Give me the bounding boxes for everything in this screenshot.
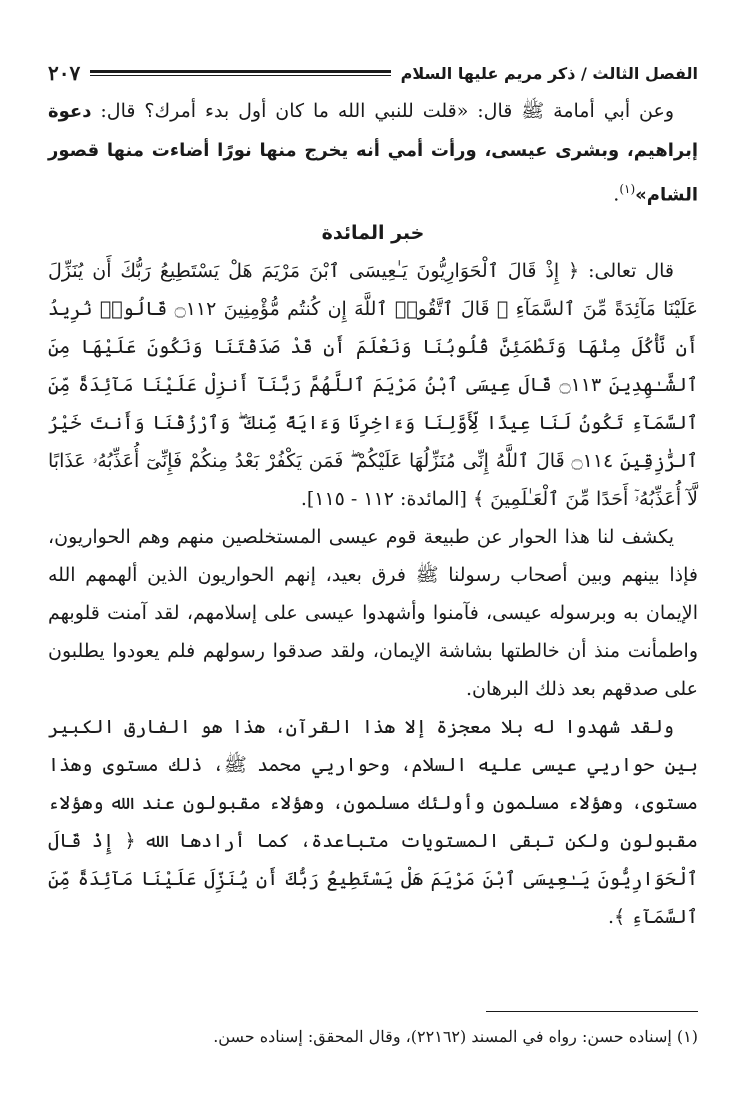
footnote-separator [486,1011,698,1012]
chapter-title: الفصل الثالث / ذكر مريم عليها السلام [400,63,698,83]
book-page [48,0,698,1097]
page-number: ٢٠٧ [48,61,81,85]
page-header [48,58,698,88]
intro-bold-quote: دعوة إبراهيم، وبشرى عيسى، ورأت أمي أنه يخرج منها نورًا أضاءت منها قصور الشام» [48,101,698,206]
paragraph-2-lead: ولقد شهدوا له بلا معجزة إلا هذا القرآن، هذا هو الفارق الكبير بين حواريي عيسى عليه السلام، وحواريي محمد ﷺ، ذلك مستوى وهذا مستوى، وهؤلاء مسلمون وأولئك مسلمون، وهؤلاء مقبولون عند الله وهؤلاء مقبولون ولكن تبقى المستويات متباعدة، كما أرادها الله [48,716,698,853]
quran-verses: ﴿ إِذْ قَالَ ٱلْحَوَارِيُّونَ يَـٰعِيسَى ٱبْنَ مَرْيَمَ هَلْ يَسْتَطِيعُ رَبُّكَ أَن يُنَزِّلَ عَلَيْنَا مَآئِدَةً مِّنَ ٱلسَّمَآءِ ۖ قَالَ ٱتَّقُوا۟ ٱللَّهَ إِن كُنتُم مُّؤْمِنِينَ ۝١١٢ قَالُوا۟ نُرِيدُ أَن نَّأْكُلَ مِنْهَا وَتَطْمَئِنَّ قُلُوبُنَا وَنَعْلَمَ أَن قَدْ صَدَقْتَنَا وَنَكُونَ عَلَيْهَا مِنَ ٱلشَّـٰهِدِينَ ۝١١٣ قَالَ عِيسَى ٱبْنُ مَرْيَمَ ٱللَّهُمَّ رَبَّنَآ أَنزِلْ عَلَيْنَا مَآئِدَةً مِّنَ ٱلسَّمَآءِ تَكُونُ لَنَا عِيدًا لِّأَوَّلِنَا وَءَاخِرِنَا وَءَايَةً مِّنكَ ۖ وَٱرْزُقْنَا وَأَنتَ خَيْرُ ٱلرَّٰزِقِينَ ۝١١٤ قَالَ ٱللَّهُ إِنِّى مُنَزِّلُهَا عَلَيْكُمْ ۖ فَمَن يَكْفُرْ بَعْدُ مِنكُمْ فَإِنِّىٓ أُعَذِّبُهُۥ عَذَابًا لَّآ أُعَذِّبُهُۥٓ أَحَدًا مِّنَ ٱلْعَـٰلَمِينَ ﴾ [48,260,698,511]
commentary-paragraph-2 [48,708,698,936]
quran-passage [48,252,698,518]
commentary-paragraph-1: يكشف لنا هذا الحوار عن طبيعة قوم عيسى المستخلصين منهم وهم الحواريون، فإذا بينهم وبين أصحاب رسولنا ﷺ فرق بعيد، إنهم الحواريون الذين ألهمهم الله الإيمان به وبرسوله عيسى، فآمنوا وأشهدوا عيسى على إسلامهم، لقد آمنت قلوبهم واطمأنت منذ أن خالطتها بشاشة الإيمان، ولقد صدقوا رسولهم فلم يعودوا يطلبون على صدقهم بعد ذلك البرهان. [48,526,698,701]
paragraph-2-end: . [607,906,615,929]
intro-end: . [613,183,620,206]
quran-reference: [المائدة: ١١٢ - ١١٥]. [300,488,473,511]
paragraph-2-quran: ﴿ إِذْ قَالَ ٱلْحَوَارِيُّونَ يَـٰعِيسَى ٱبْنَ مَرْيَمَ هَلْ يَسْتَطِيعُ رَبُّكَ أَن يُنَزِّلَ عَلَيْنَا مَآئِدَةً مِّنَ ٱلسَّمَآءِ ﴾ [48,830,698,929]
footnote: (١) إسناده حسن: رواه في المسند (٢٢١٦٢)، وقال المحقق: إسناده حسن. [213,1027,698,1046]
quran-lead: قال تعالى: [579,260,675,283]
page-body [48,92,698,936]
section-title: خبر المائدة [321,222,425,245]
footnote-marker[interactable]: (١) [619,182,636,196]
intro-paragraph [48,92,698,214]
intro-lead: وعن أبي أمامة ﷺ قال: «قلت للنبي الله ما كان أول بدء أمرك؟ قال: [100,100,674,122]
header-rule [90,70,390,76]
